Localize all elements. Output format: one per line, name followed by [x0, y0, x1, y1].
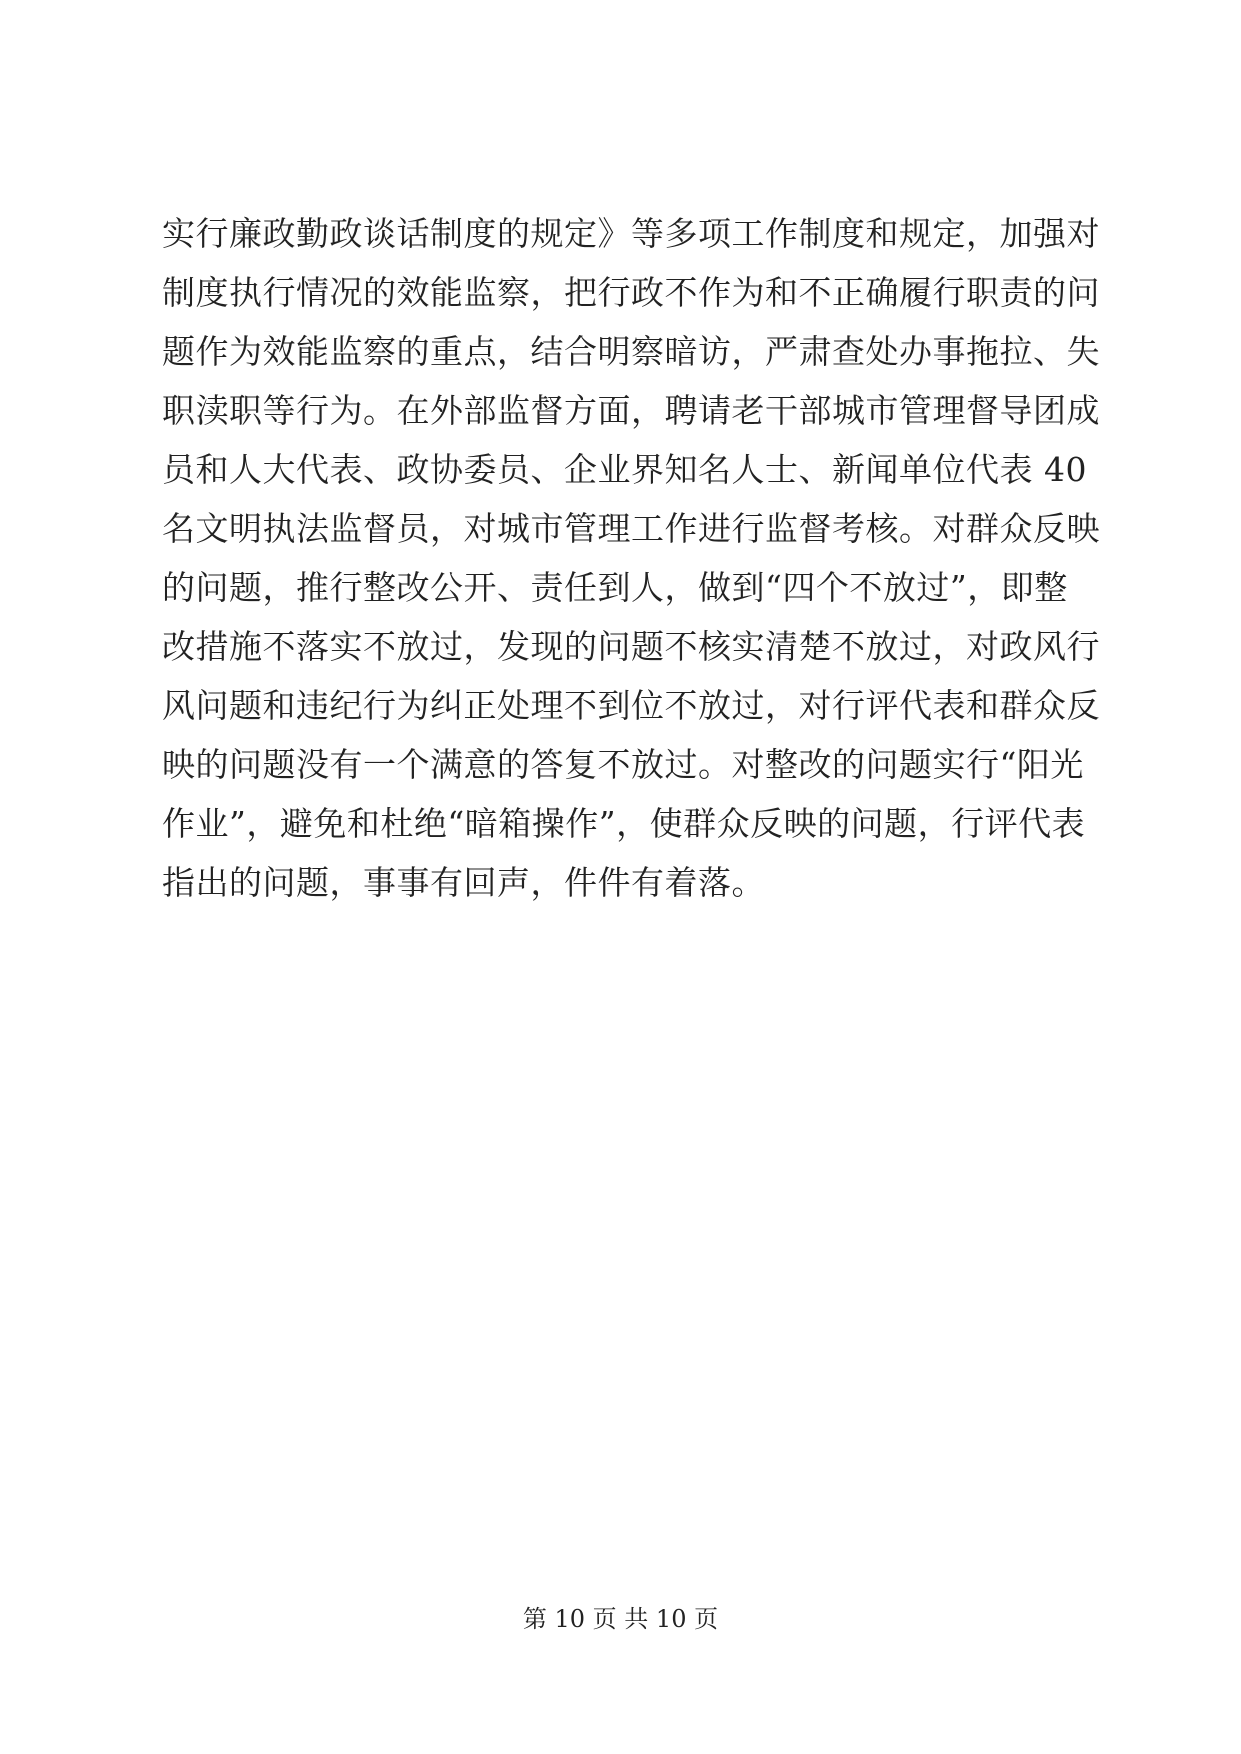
paragraph-line: 职渎职等行为。在外部监督方面，聘请老干部城市管理督导团成	[162, 391, 1100, 430]
paragraph-line: 改措施不落实不放过，发现的问题不核实清楚不放过，对政风行	[162, 627, 1100, 666]
paragraph-line: 题作为效能监察的重点，结合明察暗访，严肃查处办事拖拉、失	[162, 332, 1100, 371]
paragraph-line: 的问题，推行整改公开、责任到人，做到“四个不放过”，即整	[162, 568, 1068, 607]
paragraph-line: 指出的问题，事事有回声，件件有着落。	[162, 863, 765, 902]
paragraph-line: 制度执行情况的效能监察，把行政不作为和不正确履行职责的问	[162, 273, 1100, 312]
body-paragraph	[162, 204, 1100, 912]
paragraph-line: 实行廉政勤政谈话制度的规定》等多项工作制度和规定，加强对	[162, 214, 1100, 253]
paragraph-line: 风问题和违纪行为纠正处理不到位不放过，对行评代表和群众反	[162, 686, 1100, 725]
page-footer: 第 10 页 共 10 页	[522, 1605, 719, 1633]
paragraph-line: 员和人大代表、政协委员、企业界知名人士、新闻单位代表 40	[162, 450, 1087, 489]
paragraph-line: 名文明执法监督员，对城市管理工作进行监督考核。对群众反映	[162, 509, 1100, 548]
paragraph-line: 映的问题没有一个满意的答复不放过。对整改的问题实行“阳光	[162, 745, 1084, 784]
paragraph-line: 作业”，避免和杜绝“暗箱操作”，使群众反映的问题，行评代表	[162, 804, 1086, 843]
